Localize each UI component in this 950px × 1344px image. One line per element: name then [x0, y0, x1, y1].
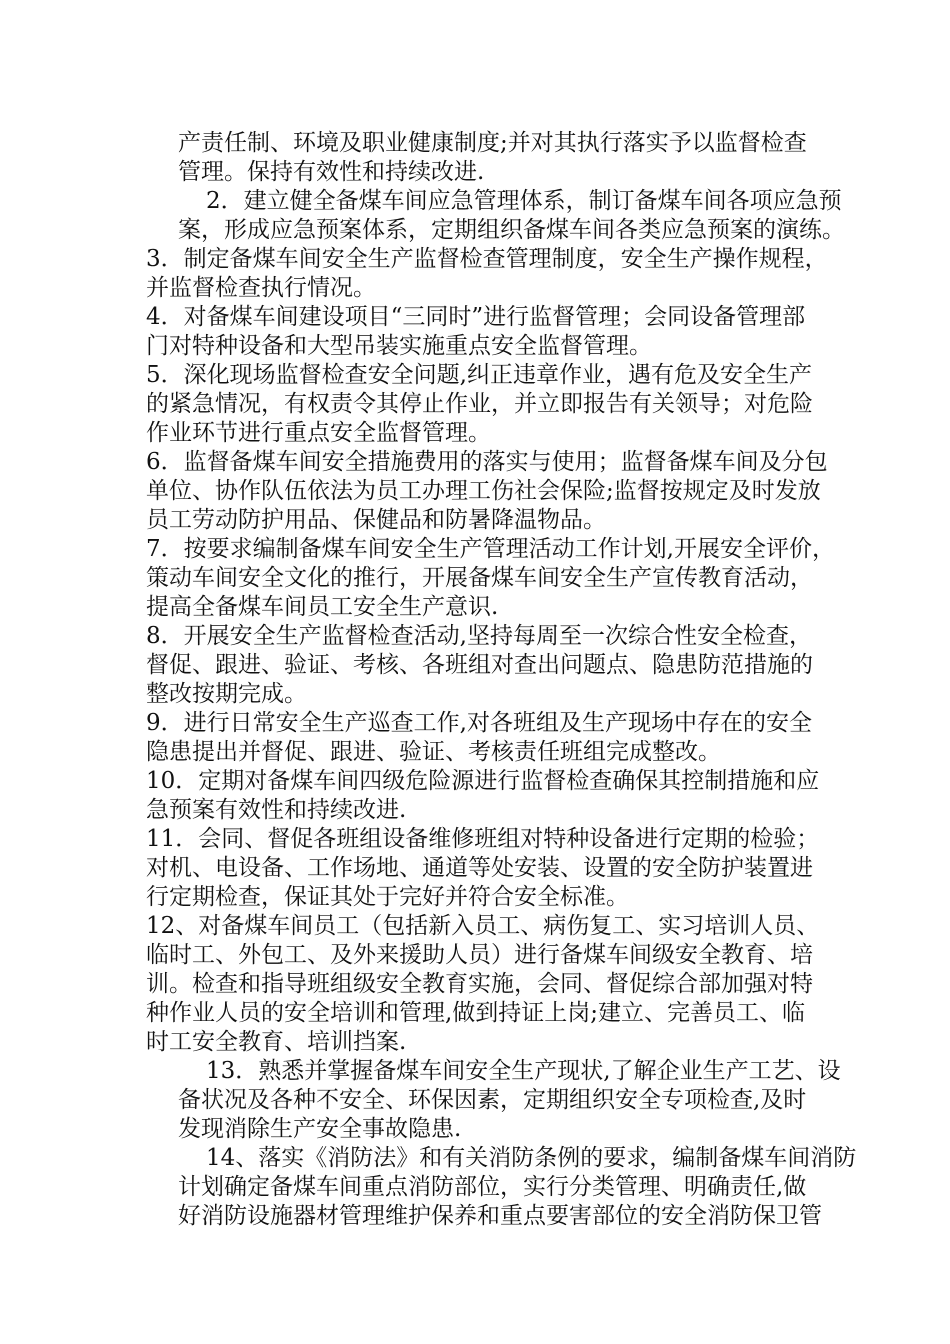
- text-line: 作业环节进行重点安全监督管理。: [146, 420, 491, 446]
- text-line: 临时工、外包工、及外来援助人员）进行备煤车间级安全教育、培: [146, 942, 813, 968]
- text-line: 策动车间安全文化的推行，开展备煤车间安全生产宣传教育活动，: [146, 565, 813, 591]
- text-line: 备状况及各种不安全、环保因素，定期组织安全专项检查,及时: [178, 1087, 807, 1113]
- text-line: 单位、协作队伍依法为员工办理工伤社会保险;监督按规定及时发放: [146, 478, 821, 504]
- text-line: 督促、跟进、验证、考核、各班组对查出问题点、隐患防范措施的: [146, 652, 813, 678]
- text-line: 8．开展安全生产监督检查活动,坚持每周至一次综合性安全检查，: [146, 623, 812, 649]
- text-line: 2．建立健全备煤车间应急管理体系，制订备煤车间各项应急预: [206, 188, 842, 214]
- text-line: 的紧急情况，有权责令其停止作业，并立即报告有关领导；对危险: [146, 391, 813, 417]
- text-line: 整改按期完成。: [146, 681, 307, 707]
- text-line: 并监督检查执行情况。: [146, 275, 376, 301]
- text-line: 时工安全教育、培训挡案.: [146, 1029, 407, 1055]
- text-line: 3．制定备煤车间安全生产监督检查管理制度，安全生产操作规程，: [146, 246, 828, 272]
- text-line: 计划确定备煤车间重点消防部位，实行分类管理、明确责任,做: [178, 1174, 807, 1200]
- text-line: 14、落实《消防法》和有关消防条例的要求，编制备煤车间消防: [206, 1145, 857, 1171]
- text-line: 11．会同、督促各班组设备维修班组对特种设备进行定期的检验；: [146, 826, 820, 852]
- text-line: 种作业人员的安全培训和管理,做到持证上岗;建立、完善员工、临: [146, 1000, 806, 1026]
- text-line: 管理。保持有效性和持续改进.: [178, 159, 485, 185]
- text-line: 13．熟悉并掌握备煤车间安全生产现状,了解企业生产工艺、设: [206, 1058, 841, 1084]
- text-line: 提高全备煤车间员工安全生产意识.: [146, 594, 499, 620]
- text-line: 案，形成应急预案体系，定期组织备煤车间各类应急预案的演练。: [178, 217, 845, 243]
- text-line: 急预案有效性和持续改进.: [146, 797, 407, 823]
- text-line: 训。检查和指导班组级安全教育实施，会同、督促综合部加强对特: [146, 971, 813, 997]
- text-line: 发现消除生产安全事故隐患.: [178, 1116, 462, 1142]
- text-line: 对机、电设备、工作场地、通道等处安装、设置的安全防护装置进: [146, 855, 813, 881]
- text-line: 12、对备煤车间员工（包括新入员工、病伤复工、实习培训人员、: [146, 913, 820, 939]
- text-line: 员工劳动防护用品、保健品和防暑降温物品。: [146, 507, 606, 533]
- text-line: 好消防设施器材管理维护保养和重点要害部位的安全消防保卫管: [178, 1203, 822, 1229]
- text-line: 5．深化现场监督检查安全问题,纠正违章作业，遇有危及安全生产: [146, 362, 812, 388]
- text-line: 6．监督备煤车间安全措施费用的落实与使用；监督备煤车间及分包: [146, 449, 828, 475]
- text-line: 行定期检查，保证其处于完好并符合安全标准。: [146, 884, 629, 910]
- text-line: 7．按要求编制备煤车间安全生产管理活动工作计划,开展安全评价，: [146, 536, 835, 562]
- text-line: 门对特种设备和大型吊装实施重点安全监督管理。: [146, 333, 652, 359]
- text-line: 隐患提出并督促、跟进、验证、考核责任班组完成整改。: [146, 739, 721, 765]
- text-line: 9．进行日常安全生产巡查工作,对各班组及生产现场中存在的安全: [146, 710, 812, 736]
- text-line: 10．定期对备煤车间四级危险源进行监督检查确保其控制措施和应: [146, 768, 820, 794]
- text-line: 4．对备煤车间建设项目“三同时”进行监督管理；会同设备管理部: [146, 304, 806, 330]
- text-line: 产责任制、环境及职业健康制度;并对其执行落实予以监督检查: [178, 130, 807, 156]
